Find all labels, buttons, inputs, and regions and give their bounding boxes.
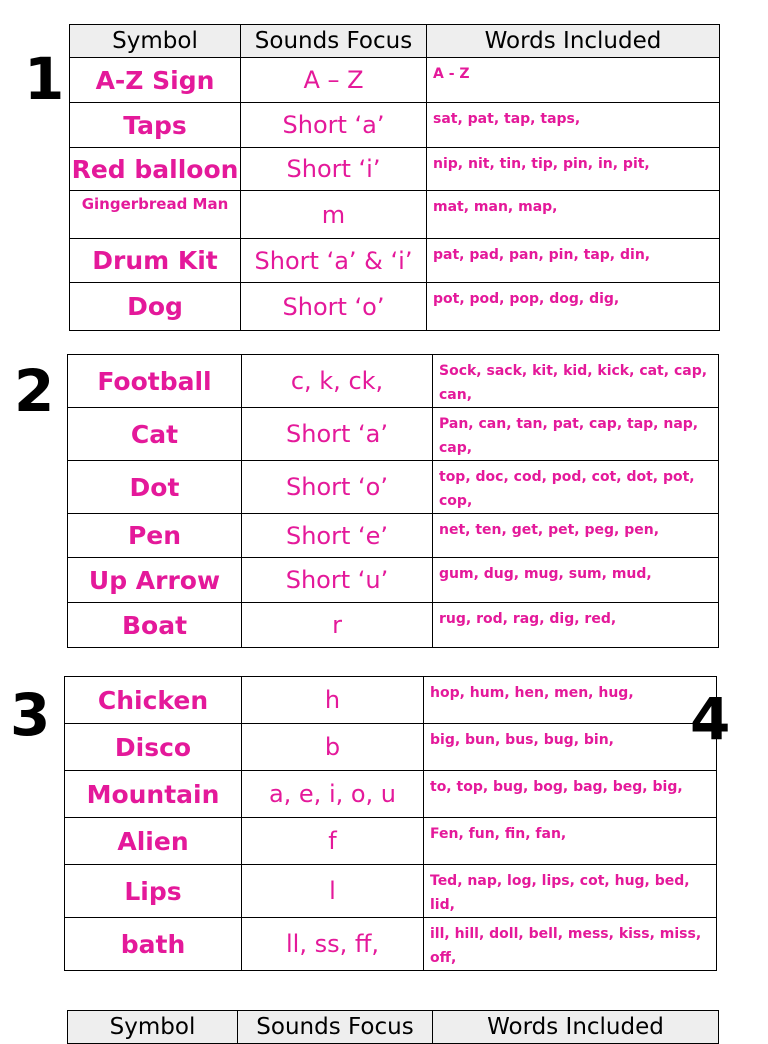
- table-row: [65, 724, 717, 771]
- sound-cell: Short ‘a’ & ‘i’: [241, 239, 427, 283]
- symbol-cell: Pen: [68, 514, 242, 558]
- sound-cell: f: [242, 818, 424, 865]
- table-row: [70, 191, 720, 239]
- symbol-cell: Football: [68, 355, 242, 408]
- table-row: [65, 677, 717, 724]
- phonics-table-3: [64, 676, 717, 971]
- table-row: [70, 239, 720, 283]
- words-cell: net, ten, get, pet, peg, pen,: [433, 514, 719, 558]
- sound-cell: h: [242, 677, 424, 724]
- table-row: [68, 514, 719, 558]
- header-symbol: Symbol: [70, 25, 241, 58]
- sound-cell: m: [241, 191, 427, 239]
- words-cell: Fen, fun, fin, fan,: [424, 818, 717, 865]
- sound-cell: A – Z: [241, 58, 427, 103]
- table-row: [68, 461, 719, 514]
- symbol-cell: Gingerbread Man: [70, 191, 241, 239]
- symbol-cell: bath: [65, 918, 242, 971]
- sound-cell: ll, ss, ff,: [242, 918, 424, 971]
- words-cell: mat, man, map,: [427, 191, 720, 239]
- words-cell: hop, hum, hen, men, hug,: [424, 677, 717, 724]
- phonics-table-2: [67, 354, 719, 648]
- symbol-cell: Dot: [68, 461, 242, 514]
- words-cell: top, doc, cod, pod, cot, dot, pot, cop,: [433, 461, 719, 514]
- symbol-cell: Mountain: [65, 771, 242, 818]
- sound-cell: Short ‘e’: [242, 514, 433, 558]
- words-cell: pot, pod, pop, dog, dig,: [427, 283, 720, 331]
- table-row: [70, 103, 720, 148]
- sound-cell: Short ‘o’: [242, 461, 433, 514]
- symbol-cell: Drum Kit: [70, 239, 241, 283]
- table-row: [65, 771, 717, 818]
- words-cell: ill, hill, doll, bell, mess, kiss, miss, off,: [424, 918, 717, 971]
- sound-cell: r: [242, 603, 433, 648]
- table-row: [68, 603, 719, 648]
- sound-cell: Short ‘a’: [241, 103, 427, 148]
- section-number-3: 3: [10, 681, 51, 749]
- symbol-cell: A-Z Sign: [70, 58, 241, 103]
- table-row: [68, 408, 719, 461]
- sound-cell: Short ‘i’: [241, 148, 427, 191]
- table-row: [68, 558, 719, 603]
- sound-cell: b: [242, 724, 424, 771]
- symbol-cell: Chicken: [65, 677, 242, 724]
- header-words-included: Words Included: [427, 25, 720, 58]
- sound-cell: Short ‘o’: [241, 283, 427, 331]
- phonics-table-1: [69, 24, 720, 331]
- table-row: [70, 58, 720, 103]
- table-row: [70, 148, 720, 191]
- phonics-table-4: [67, 1010, 719, 1044]
- words-cell: nip, nit, tin, tip, pin, in, pit,: [427, 148, 720, 191]
- words-cell: pat, pad, pan, pin, tap, din,: [427, 239, 720, 283]
- table-row: [68, 355, 719, 408]
- symbol-cell: Disco: [65, 724, 242, 771]
- symbol-cell: Alien: [65, 818, 242, 865]
- sound-cell: a, e, i, o, u: [242, 771, 424, 818]
- table-row: [65, 865, 717, 918]
- table-header-row: [70, 25, 720, 58]
- table-row: [65, 818, 717, 865]
- symbol-cell: Lips: [65, 865, 242, 918]
- words-cell: Ted, nap, log, lips, cot, hug, bed, lid,: [424, 865, 717, 918]
- symbol-cell: Red balloon: [70, 148, 241, 191]
- table-row: [65, 918, 717, 971]
- symbol-cell: Cat: [68, 408, 242, 461]
- words-cell: Pan, can, tan, pat, cap, tap, nap, cap,: [433, 408, 719, 461]
- sound-cell: l: [242, 865, 424, 918]
- section-number-4: 4: [690, 685, 731, 753]
- section-number-1: 1: [24, 45, 65, 113]
- words-cell: sat, pat, tap, taps,: [427, 103, 720, 148]
- table-header-row: [68, 1011, 719, 1044]
- symbol-cell: Boat: [68, 603, 242, 648]
- sound-cell: Short ‘u’: [242, 558, 433, 603]
- words-cell: gum, dug, mug, sum, mud,: [433, 558, 719, 603]
- words-cell: rug, rod, rag, dig, red,: [433, 603, 719, 648]
- symbol-cell: Up Arrow: [68, 558, 242, 603]
- words-cell: A - Z: [427, 58, 720, 103]
- header-sounds-focus: Sounds Focus: [238, 1011, 433, 1044]
- words-cell: Sock, sack, kit, kid, kick, cat, cap, can,: [433, 355, 719, 408]
- table-row: [70, 283, 720, 331]
- sound-cell: c, k, ck,: [242, 355, 433, 408]
- words-cell: to, top, bug, bog, bag, beg, big,: [424, 771, 717, 818]
- symbol-cell: Dog: [70, 283, 241, 331]
- header-sounds-focus: Sounds Focus: [241, 25, 427, 58]
- symbol-cell: Taps: [70, 103, 241, 148]
- header-words-included: Words Included: [433, 1011, 719, 1044]
- header-symbol: Symbol: [68, 1011, 238, 1044]
- words-cell: big, bun, bus, bug, bin,: [424, 724, 717, 771]
- sound-cell: Short ‘a’: [242, 408, 433, 461]
- section-number-2: 2: [14, 357, 55, 425]
